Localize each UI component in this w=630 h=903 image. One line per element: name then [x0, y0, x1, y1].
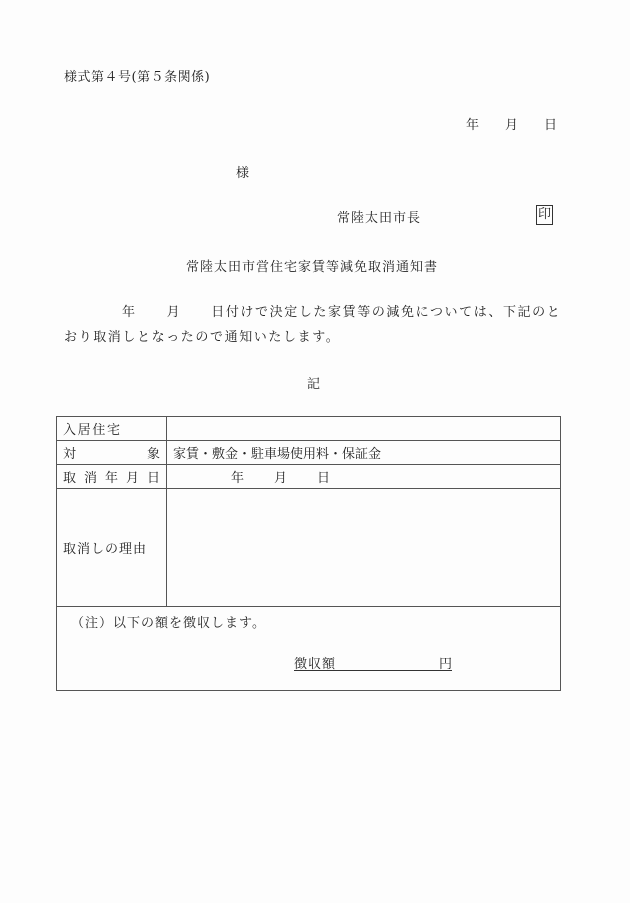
issue-date-day: 日 [544, 118, 558, 133]
row-label-cancel-date [57, 465, 167, 489]
label-char: 対 [63, 447, 77, 462]
residence-value[interactable] [167, 417, 561, 441]
table-row [57, 465, 561, 489]
label-char: 住 [92, 423, 106, 438]
details-table [56, 416, 561, 691]
target-value: 家賃・敷金・駐車場使用料・保証金 [167, 441, 561, 465]
issue-date [466, 114, 557, 133]
ki-heading: 記 [307, 377, 321, 392]
label-char: 消 [83, 471, 97, 486]
table-row [57, 607, 561, 691]
label-char: 日 [146, 471, 160, 486]
reason-value[interactable] [167, 489, 561, 607]
form-number: 様式第４号(第５条関係) [64, 70, 211, 85]
row-label-target [57, 441, 167, 465]
body-year: 年 [122, 305, 137, 320]
issue-date-year: 年 [466, 118, 480, 133]
body-text: 日付けで決定した家賃等の減免については、下記のとおり取消しとなったので通知いたします。 [64, 305, 562, 345]
collection-amount-line[interactable] [294, 653, 452, 671]
row-label-reason [57, 489, 167, 607]
label-char: 居 [77, 423, 91, 438]
label-char: 入 [63, 423, 77, 438]
reason-label: 取消しの理由 [63, 542, 148, 557]
label-char: 月 [125, 471, 139, 486]
row-label-residence [57, 417, 167, 441]
table-row [57, 489, 561, 607]
table-row [57, 441, 561, 465]
label-char: 宅 [106, 423, 120, 438]
label-char: 年 [104, 471, 118, 486]
collection-label: 徴収額 [294, 657, 337, 672]
issuer-name: 常陸太田市長 [337, 211, 422, 226]
cancel-day: 日 [317, 471, 331, 486]
body-month: 月 [166, 305, 182, 320]
note-text: （注）以下の額を徴収します。 [71, 616, 266, 631]
label-char: 取 [63, 471, 77, 486]
cancel-date-value[interactable] [167, 465, 561, 489]
seal-mark: 印 [536, 205, 553, 225]
cancel-year: 年 [231, 471, 245, 486]
addressee-suffix: 様 [236, 166, 250, 181]
document-title: 常陸太田市営住宅家賃等減免取消通知書 [186, 260, 439, 275]
note-cell [57, 607, 561, 691]
table-row [57, 417, 561, 441]
cancel-month: 月 [274, 471, 288, 486]
collection-unit: 円 [438, 657, 452, 672]
issue-date-month: 月 [505, 118, 519, 133]
body-paragraph [64, 300, 569, 350]
label-char: 象 [146, 447, 160, 462]
